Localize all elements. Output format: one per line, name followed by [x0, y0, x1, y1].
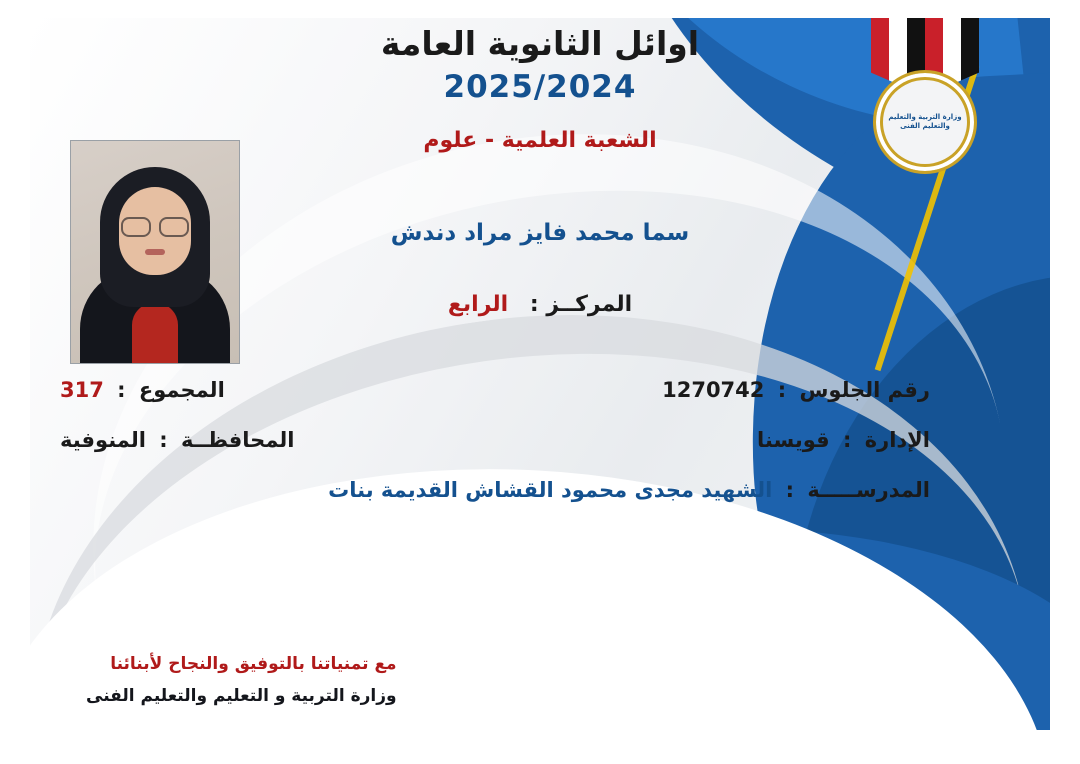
- rank-label: المركــز: [546, 292, 633, 317]
- seat-label: رقم الجلوس: [799, 378, 930, 402]
- footer-ministry: وزارة التربية و التعليم والتعليم الفنى: [86, 686, 397, 706]
- total-cell: [60, 378, 225, 402]
- ministry-seal-text: وزارة التربية والتعليم والتعليم الفنى: [888, 113, 962, 130]
- rank-separator: :: [529, 292, 539, 317]
- total-value: 317: [60, 378, 104, 402]
- governorate-label: المحافظــة: [181, 428, 295, 452]
- seat-value: 1270742: [662, 378, 765, 402]
- footer-wishes: مع تمنياتنا بالتوفيق والنجاح لأبنائنا: [110, 654, 397, 674]
- branch-label: الشعبة العلمية - علوم: [423, 128, 657, 153]
- seat-separator: :: [777, 378, 787, 402]
- administration-value: قويسنا: [757, 428, 830, 452]
- photo-lips: [145, 249, 165, 255]
- ministry-seal-icon: [873, 70, 977, 174]
- school-value: الشهيد مجدى محمود القشاش القديمة بنات: [328, 478, 773, 502]
- administration-separator: :: [842, 428, 852, 452]
- governorate-separator: :: [159, 428, 168, 452]
- school-cell: [328, 478, 930, 502]
- governorate-cell: [60, 428, 294, 452]
- row-governorate-administration: [60, 428, 930, 452]
- rank-value: الرابع: [447, 292, 509, 317]
- photo-glasses: [121, 217, 189, 233]
- row-total-seat: [60, 378, 930, 402]
- administration-label: الإدارة: [864, 428, 930, 452]
- row-school: [60, 478, 930, 502]
- student-photo: [70, 140, 240, 364]
- total-label: المجموع: [138, 378, 225, 402]
- photo-collar: [132, 303, 178, 363]
- details-block: [60, 378, 930, 528]
- footer-block: [86, 654, 397, 706]
- governorate-value: المنوفية: [60, 428, 146, 452]
- seat-cell: [662, 378, 930, 402]
- page-title: اوائل الثانوية العامة: [380, 24, 700, 63]
- school-label: المدرســـــة: [807, 478, 930, 502]
- ministry-logo: [850, 18, 1000, 178]
- administration-cell: [757, 428, 930, 452]
- academic-year: 2025/2024: [443, 69, 637, 105]
- school-separator: :: [785, 478, 795, 502]
- student-name: سما محمد فايز مراد دندش: [390, 220, 690, 246]
- total-separator: :: [117, 378, 126, 402]
